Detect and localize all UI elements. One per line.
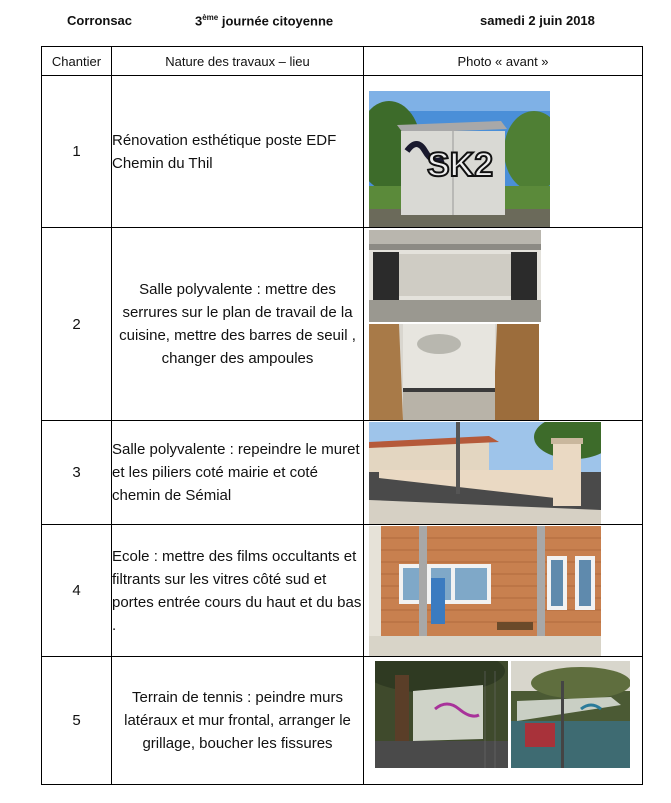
- photo-wall-pillars: [369, 422, 601, 524]
- event-title: [195, 13, 333, 28]
- row-number: 3: [42, 421, 112, 525]
- row-description: Terrain de tennis : peindre murs latéraux et mur frontal, arranger le grillage, boucher les fissures: [112, 657, 364, 785]
- event-ordinal: 3: [195, 13, 203, 29]
- row-description: Salle polyvalente : mettre des serrures sur le plan de travail de la cuisine, mettre des barres de seuil , changer des ampoules: [112, 228, 364, 421]
- event-date: samedi 2 juin 2018: [480, 13, 595, 28]
- row-description: Ecole : mettre des films occultants et filtrants sur les vitres côté sud et portes entrée cours du haut et du bas .: [112, 525, 364, 657]
- event-title-rest: journée citoyenne: [218, 13, 334, 29]
- row-photo-cell: [364, 421, 643, 525]
- photo-edf-substation: [369, 91, 550, 227]
- row-description: Salle polyvalente : repeindre le muret et les piliers coté mairie et coté chemin de Sémial: [112, 421, 364, 525]
- row-number: 2: [42, 228, 112, 421]
- row-photo-cell: [364, 657, 643, 785]
- row-photo-cell: [364, 76, 643, 228]
- works-table: [41, 46, 643, 785]
- graffiti-text: SK2: [427, 146, 494, 184]
- row-number: 1: [42, 76, 112, 228]
- table-row: [42, 228, 643, 421]
- row-photo-cell: [364, 525, 643, 657]
- photo-school-windows: [369, 526, 601, 656]
- row-number: 5: [42, 657, 112, 785]
- town-name: Corronsac: [67, 13, 133, 28]
- photo-tennis-court: [511, 661, 630, 768]
- page-header: [0, 10, 671, 32]
- table-row: [42, 76, 643, 228]
- photo-tennis-wall: [375, 661, 508, 768]
- event-ordinal-suffix: ème: [202, 13, 219, 22]
- column-header-chantier: Chantier: [42, 47, 112, 76]
- row-number: 4: [42, 525, 112, 657]
- table-header-row: [42, 47, 643, 76]
- photo-kitchen-counter: [369, 230, 541, 322]
- row-photo-cell: [364, 228, 643, 421]
- column-header-nature: Nature des travaux – lieu: [112, 47, 364, 76]
- table-row: [42, 525, 643, 657]
- column-header-photo: Photo « avant »: [364, 47, 643, 76]
- table-row: [42, 421, 643, 525]
- photo-door-threshold: [369, 324, 539, 420]
- table-row: [42, 657, 643, 785]
- row-description: Rénovation esthétique poste EDF Chemin du Thil: [112, 76, 364, 228]
